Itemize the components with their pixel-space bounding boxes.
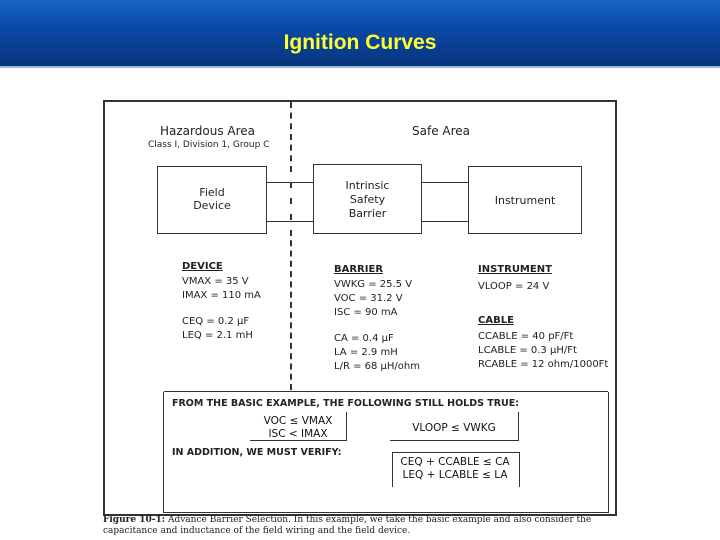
field-device-label-2: Device — [193, 199, 231, 212]
barrier-label-1: Intrinsic — [345, 179, 390, 192]
hazardous-area-label: Hazardous Area — [160, 124, 255, 138]
barrier-ca: CA = 0.4 µF — [334, 333, 394, 344]
device-vmax: VMAX = 35 V — [182, 276, 249, 287]
device-heading: DEVICE — [182, 261, 223, 272]
wire-barrier-instrument-bottom — [420, 221, 468, 222]
area-boundary-seg-b — [290, 198, 292, 204]
device-imax: IMAX = 110 mA — [182, 290, 261, 301]
barrier-heading: BARRIER — [334, 264, 384, 275]
title-bar — [0, 0, 720, 68]
page-title: Ignition Curves — [283, 31, 437, 54]
eq-voc-vmax: VOC ≤ VMAX — [263, 415, 333, 427]
eq-vloop-vwkg: VLOOP ≤ VWKG — [412, 422, 496, 434]
barrier-voc: VOC = 31.2 V — [334, 293, 403, 304]
instrument-heading: INSTRUMENT — [478, 264, 552, 275]
caption-text: Advance Barrier Selection. In this example, we take the basic example and also consider the capacitance and inductance of the field wiring and the field device. — [103, 515, 592, 536]
cable-heading: CABLE — [478, 315, 514, 326]
area-boundary-seg-c — [290, 214, 292, 220]
safe-area-label: Safe Area — [412, 124, 471, 138]
barrier-vwkg: VWKG = 25.5 V — [334, 279, 413, 290]
eq-capacitance-check: CEQ + CCABLE ≤ CA — [400, 456, 510, 468]
barrier-label-3: Barrier — [348, 207, 387, 220]
cable-inductance: LCABLE = 0.3 µH/Ft — [478, 345, 577, 356]
instrument-label: Instrument — [494, 194, 556, 207]
barrier-isc: ISC = 90 mA — [334, 307, 398, 318]
eq-inductance-check: LEQ + LCABLE ≤ LA — [402, 469, 508, 481]
safety-barrier-block — [313, 164, 422, 234]
instrument-block — [468, 166, 582, 234]
figure-caption — [103, 515, 603, 537]
barrier-label-2: Safety — [349, 193, 386, 206]
field-device-label-1: Field — [199, 186, 225, 199]
wire-barrier-instrument-top — [420, 182, 468, 183]
barrier-la: LA = 2.9 mH — [334, 347, 398, 358]
cable-capacitance: CCABLE = 40 pF/Ft — [478, 331, 574, 342]
device-ceq: CEQ = 0.2 µF — [182, 316, 250, 327]
caption-label: Figure 10-1: — [103, 515, 166, 525]
basic-example-text: FROM THE BASIC EXAMPLE, THE FOLLOWING STILL HOLDS TRUE: — [172, 398, 520, 409]
eq-isc-imax: ISC < IMAX — [268, 428, 328, 440]
addition-text: IN ADDITION, WE MUST VERIFY: — [172, 447, 342, 458]
area-boundary-bottom — [290, 230, 292, 390]
instrument-vloop: VLOOP = 24 V — [478, 281, 550, 292]
barrier-lr: L/R = 68 µH/ohm — [334, 361, 420, 372]
device-leq: LEQ = 2.1 mH — [182, 330, 253, 341]
wire-device-barrier-top — [265, 182, 313, 183]
area-boundary-top — [290, 102, 292, 172]
cable-resistance: RCABLE = 12 ohm/1000Ft — [478, 359, 609, 370]
field-device-block — [157, 166, 267, 234]
wire-device-barrier-bottom — [265, 221, 313, 222]
hazardous-class-label: Class I, Division 1, Group C — [148, 140, 270, 150]
